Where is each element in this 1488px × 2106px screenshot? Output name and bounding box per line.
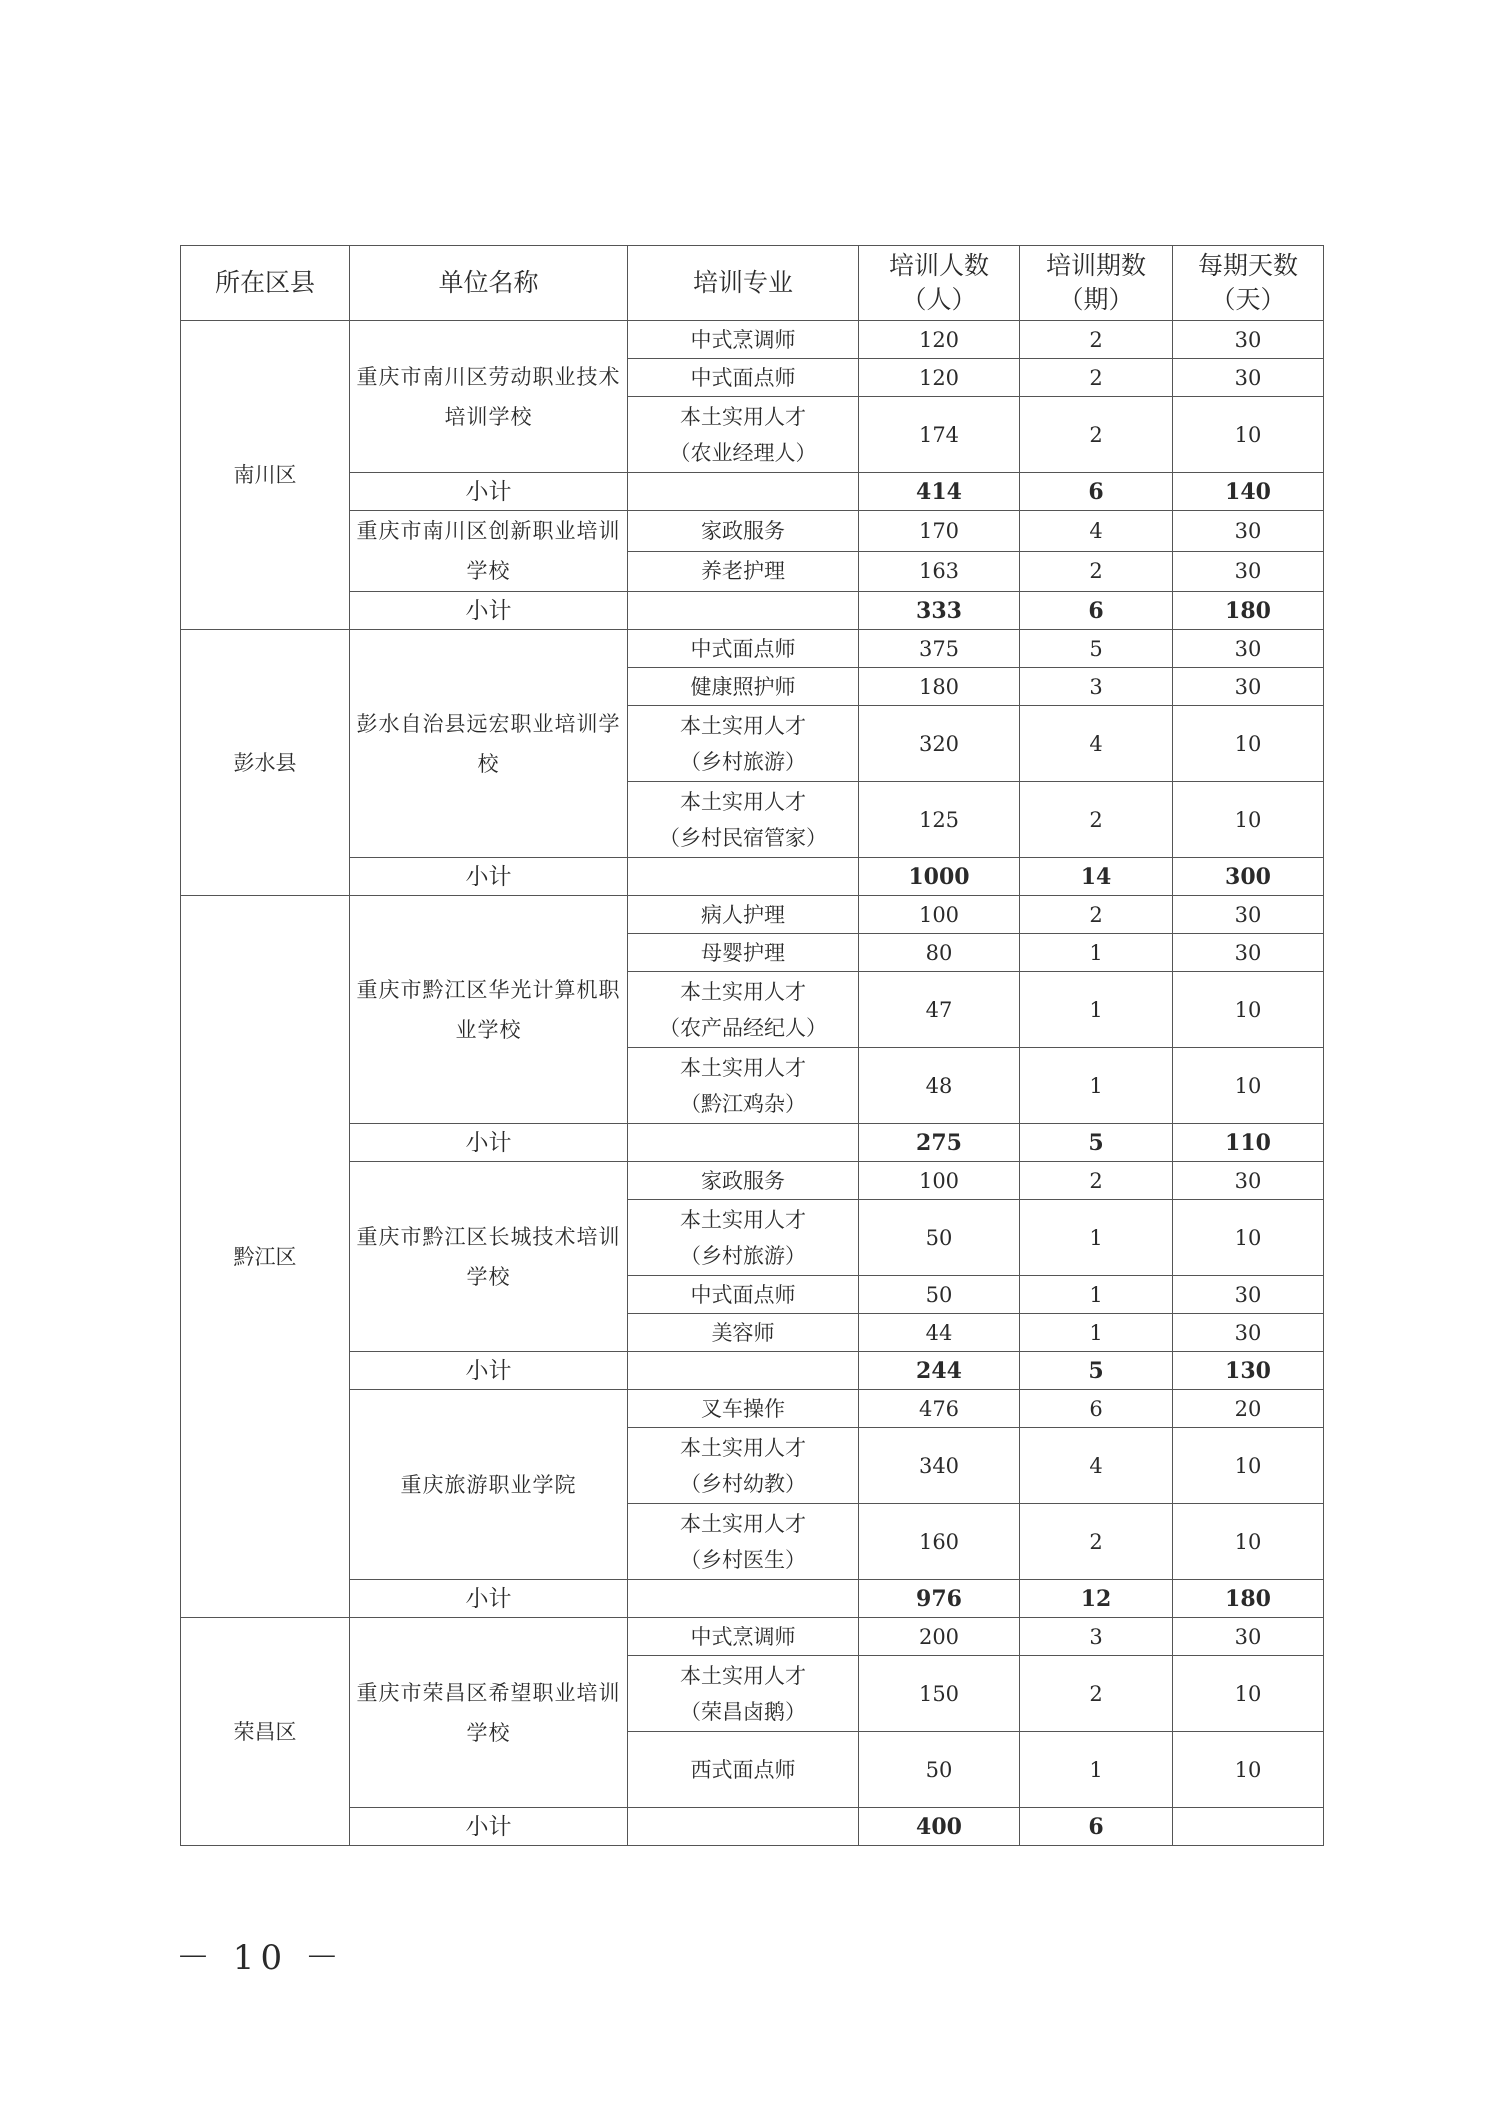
unit-name-cell: 重庆市黔江区长城技术培训学校: [350, 1162, 628, 1352]
specialty-cell: [628, 473, 859, 511]
sessions-cell: 1: [1020, 1732, 1173, 1808]
days-cell: 110: [1173, 1124, 1324, 1162]
subtotal-row: [181, 592, 1324, 630]
days-cell: 30: [1173, 511, 1324, 552]
table-row: [181, 630, 1324, 668]
trainees-cell: 47: [859, 972, 1020, 1048]
trainees-cell: 180: [859, 668, 1020, 706]
sessions-cell: 3: [1020, 1618, 1173, 1656]
days-cell: 10: [1173, 1656, 1324, 1732]
days-cell: 180: [1173, 1580, 1324, 1618]
trainees-cell: 244: [859, 1352, 1020, 1390]
unit-name-cell: 重庆市黔江区华光计算机职业学校: [350, 896, 628, 1124]
days-cell: 30: [1173, 1276, 1324, 1314]
subtotal-label: 小计: [350, 1124, 628, 1162]
sessions-cell: 2: [1020, 359, 1173, 397]
specialty-cell: 本土实用人才 （乡村医生）: [628, 1504, 859, 1580]
sessions-cell: 2: [1020, 782, 1173, 858]
subtotal-row: [181, 1352, 1324, 1390]
trainees-cell: 150: [859, 1656, 1020, 1732]
table-row: [181, 1162, 1324, 1200]
specialty-cell: [628, 1580, 859, 1618]
unit-name-cell: 重庆市荣昌区希望职业培训学校: [350, 1618, 628, 1808]
days-cell: 130: [1173, 1352, 1324, 1390]
days-cell: 30: [1173, 1314, 1324, 1352]
trainees-cell: 100: [859, 1162, 1020, 1200]
sessions-cell: 12: [1020, 1580, 1173, 1618]
days-cell: 140: [1173, 473, 1324, 511]
sessions-cell: 1: [1020, 1200, 1173, 1276]
district-cell: 荣昌区: [181, 1618, 350, 1846]
days-cell: 10: [1173, 1428, 1324, 1504]
specialty-cell: 养老护理: [628, 551, 859, 592]
trainees-cell: 414: [859, 473, 1020, 511]
days-cell: 180: [1173, 592, 1324, 630]
trainees-cell: 120: [859, 359, 1020, 397]
sessions-cell: 6: [1020, 1390, 1173, 1428]
trainees-cell: 174: [859, 397, 1020, 473]
sessions-cell: 2: [1020, 1162, 1173, 1200]
subtotal-row: [181, 1580, 1324, 1618]
specialty-cell: 本土实用人才 （荣昌卤鹅）: [628, 1656, 859, 1732]
specialty-cell: 本土实用人才 （农产品经纪人）: [628, 972, 859, 1048]
specialty-cell: 美容师: [628, 1314, 859, 1352]
trainees-cell: 1000: [859, 858, 1020, 896]
sessions-cell: 1: [1020, 972, 1173, 1048]
specialty-cell: 本土实用人才 （乡村旅游）: [628, 1200, 859, 1276]
sessions-cell: 14: [1020, 858, 1173, 896]
sessions-cell: 1: [1020, 1276, 1173, 1314]
days-cell: 30: [1173, 934, 1324, 972]
sessions-cell: 1: [1020, 1314, 1173, 1352]
header-district: 所在区县: [181, 246, 350, 321]
sessions-cell: 4: [1020, 1428, 1173, 1504]
subtotal-row: [181, 473, 1324, 511]
specialty-cell: [628, 858, 859, 896]
table-row: [181, 511, 1324, 552]
specialty-cell: 本土实用人才 （黔江鸡杂）: [628, 1048, 859, 1124]
specialty-cell: 家政服务: [628, 1162, 859, 1200]
trainees-cell: 333: [859, 592, 1020, 630]
sessions-cell: 2: [1020, 1504, 1173, 1580]
subtotal-label: 小计: [350, 1352, 628, 1390]
days-cell: 30: [1173, 359, 1324, 397]
specialty-cell: 母婴护理: [628, 934, 859, 972]
subtotal-label: 小计: [350, 473, 628, 511]
unit-name-cell: 重庆市南川区劳动职业技术培训学校: [350, 321, 628, 473]
header-trainees: 培训人数 （人）: [859, 246, 1020, 321]
sessions-cell: 5: [1020, 1124, 1173, 1162]
district-cell: 彭水县: [181, 630, 350, 896]
specialty-cell: 中式面点师: [628, 630, 859, 668]
sessions-cell: 1: [1020, 934, 1173, 972]
training-table: [180, 245, 1324, 1846]
sessions-cell: 2: [1020, 1656, 1173, 1732]
specialty-cell: 本土实用人才 （乡村民宿管家）: [628, 782, 859, 858]
trainees-cell: 50: [859, 1276, 1020, 1314]
trainees-cell: 163: [859, 551, 1020, 592]
days-cell: 30: [1173, 321, 1324, 359]
trainees-cell: 275: [859, 1124, 1020, 1162]
specialty-cell: 本土实用人才 （农业经理人）: [628, 397, 859, 473]
trainees-cell: 80: [859, 934, 1020, 972]
days-cell: [1173, 1808, 1324, 1846]
sessions-cell: 2: [1020, 896, 1173, 934]
trainees-cell: 200: [859, 1618, 1020, 1656]
trainees-cell: 50: [859, 1200, 1020, 1276]
table-row: [181, 1618, 1324, 1656]
trainees-cell: 48: [859, 1048, 1020, 1124]
specialty-cell: 中式面点师: [628, 359, 859, 397]
subtotal-row: [181, 858, 1324, 896]
district-cell: 南川区: [181, 321, 350, 630]
subtotal-label: 小计: [350, 1580, 628, 1618]
specialty-cell: 中式烹调师: [628, 1618, 859, 1656]
days-cell: 30: [1173, 551, 1324, 592]
specialty-cell: 叉车操作: [628, 1390, 859, 1428]
specialty-cell: [628, 1124, 859, 1162]
table-row: [181, 321, 1324, 359]
subtotal-row: [181, 1808, 1324, 1846]
unit-name-cell: 重庆市南川区创新职业培训学校: [350, 511, 628, 592]
sessions-cell: 6: [1020, 1808, 1173, 1846]
days-cell: 30: [1173, 1618, 1324, 1656]
specialty-cell: 本土实用人才 （乡村幼教）: [628, 1428, 859, 1504]
sessions-cell: 2: [1020, 551, 1173, 592]
sessions-cell: 5: [1020, 1352, 1173, 1390]
specialty-cell: [628, 1352, 859, 1390]
days-cell: 30: [1173, 896, 1324, 934]
page-number: － 10 －: [176, 1938, 345, 1978]
sessions-cell: 5: [1020, 630, 1173, 668]
specialty-cell: 病人护理: [628, 896, 859, 934]
sessions-cell: 2: [1020, 397, 1173, 473]
trainees-cell: 160: [859, 1504, 1020, 1580]
days-cell: 10: [1173, 1732, 1324, 1808]
sessions-cell: 4: [1020, 706, 1173, 782]
sessions-cell: 6: [1020, 592, 1173, 630]
sessions-cell: 6: [1020, 473, 1173, 511]
days-cell: 10: [1173, 972, 1324, 1048]
trainees-cell: 170: [859, 511, 1020, 552]
specialty-cell: 中式面点师: [628, 1276, 859, 1314]
days-cell: 10: [1173, 397, 1324, 473]
specialty-cell: 西式面点师: [628, 1732, 859, 1808]
sessions-cell: 3: [1020, 668, 1173, 706]
trainees-cell: 50: [859, 1732, 1020, 1808]
header-row: [181, 246, 1324, 321]
table-row: [181, 896, 1324, 934]
subtotal-label: 小计: [350, 1808, 628, 1846]
subtotal-row: [181, 1124, 1324, 1162]
days-cell: 30: [1173, 1162, 1324, 1200]
header-unit-name: 单位名称: [350, 246, 628, 321]
trainees-cell: 320: [859, 706, 1020, 782]
specialty-cell: 中式烹调师: [628, 321, 859, 359]
trainees-cell: 476: [859, 1390, 1020, 1428]
trainees-cell: 125: [859, 782, 1020, 858]
sessions-cell: 2: [1020, 321, 1173, 359]
specialty-cell: [628, 592, 859, 630]
unit-name-cell: 重庆旅游职业学院: [350, 1390, 628, 1580]
district-cell: 黔江区: [181, 896, 350, 1618]
trainees-cell: 44: [859, 1314, 1020, 1352]
header-sessions: 培训期数 （期）: [1020, 246, 1173, 321]
days-cell: 10: [1173, 1048, 1324, 1124]
specialty-cell: [628, 1808, 859, 1846]
days-cell: 30: [1173, 630, 1324, 668]
subtotal-label: 小计: [350, 858, 628, 896]
header-specialty: 培训专业: [628, 246, 859, 321]
trainees-cell: 976: [859, 1580, 1020, 1618]
specialty-cell: 家政服务: [628, 511, 859, 552]
header-days: 每期天数 （天）: [1173, 246, 1324, 321]
days-cell: 10: [1173, 782, 1324, 858]
trainees-cell: 400: [859, 1808, 1020, 1846]
days-cell: 10: [1173, 1200, 1324, 1276]
specialty-cell: 本土实用人才 （乡村旅游）: [628, 706, 859, 782]
days-cell: 30: [1173, 668, 1324, 706]
days-cell: 20: [1173, 1390, 1324, 1428]
sessions-cell: 4: [1020, 511, 1173, 552]
table-row: [181, 1390, 1324, 1428]
unit-name-cell: 彭水自治县远宏职业培训学校: [350, 630, 628, 858]
sessions-cell: 1: [1020, 1048, 1173, 1124]
trainees-cell: 340: [859, 1428, 1020, 1504]
trainees-cell: 120: [859, 321, 1020, 359]
trainees-cell: 100: [859, 896, 1020, 934]
days-cell: 10: [1173, 706, 1324, 782]
specialty-cell: 健康照护师: [628, 668, 859, 706]
trainees-cell: 375: [859, 630, 1020, 668]
days-cell: 10: [1173, 1504, 1324, 1580]
subtotal-label: 小计: [350, 592, 628, 630]
days-cell: 300: [1173, 858, 1324, 896]
